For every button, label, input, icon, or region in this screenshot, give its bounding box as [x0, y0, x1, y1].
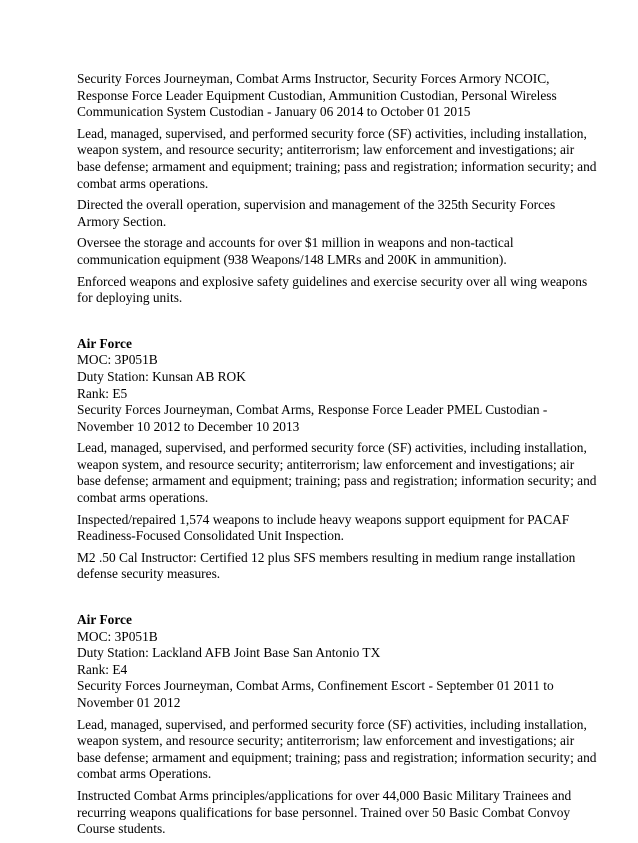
branch-heading: Air Force: [77, 335, 132, 351]
job-title-line: Communication System Custodian - January 06 2014 to October 01 2015: [77, 104, 471, 120]
text-line: base defense; armament and equipment; training; pass and registration; information security; and: [77, 158, 597, 174]
text-line: weapon system, and resource security; antiterrorism; law enforcement and investigations; air: [77, 456, 575, 472]
text-line: Lead, managed, supervised, and performed security force (SF) activities, including installation,: [77, 125, 587, 141]
job-title-line: November 10 2012 to December 10 2013: [77, 418, 300, 434]
text-line: Readiness-Focused Consolidated Unit Inspection.: [77, 528, 345, 544]
duty-paragraph: [77, 273, 588, 307]
text-line: combat arms operations.: [77, 175, 209, 191]
duty-station-line: Duty Station: Lackland AFB Joint Base San Antonio TX: [77, 645, 381, 661]
duty-paragraph: [77, 125, 597, 192]
job-title-block: [77, 402, 567, 435]
section-spacer: [77, 312, 567, 336]
moc-line: MOC: 3P051B: [77, 352, 158, 368]
text-line: M2 .50 Cal Instructor: Certified 12 plus SFS members resulting in medium range installation: [77, 549, 576, 565]
duty-paragraph: [77, 511, 570, 545]
duty-paragraph: [77, 716, 597, 783]
section-spacer: [77, 588, 567, 612]
text-line: Instructed Combat Arms principles/applications for over 44,000 Basic Military Trainees and: [77, 787, 572, 803]
duty-paragraph: [77, 549, 576, 583]
text-line: for deploying units.: [77, 290, 183, 306]
job-title-line: Security Forces Journeyman, Combat Arms Instructor, Security Forces Armory NCOIC,: [77, 71, 550, 86]
job-title-block: [77, 678, 567, 711]
text-line: combat arms Operations.: [77, 766, 212, 782]
job-title-block: [77, 71, 567, 121]
text-line: Lead, managed, supervised, and performed security force (SF) activities, including installation,: [77, 716, 587, 732]
duty-station-line: Duty Station: Kunsan AB ROK: [77, 368, 246, 384]
text-line: recurring weapons qualifications for base personnel. Trained over 50 Basic Combat Convoy: [77, 804, 571, 820]
text-line: Armory Section.: [77, 213, 167, 229]
text-line: weapon system, and resource security; antiterrorism; law enforcement and investigations; air: [77, 733, 575, 749]
duty-paragraph: [77, 440, 597, 506]
text-line: weapon system, and resource security; antiterrorism; law enforcement and investigations; air: [77, 142, 575, 158]
job-header: [77, 612, 567, 678]
job-title-line: Security Forces Journeyman, Combat Arms, Confinement Escort - September 01 2011 to: [77, 678, 554, 694]
text-line: defense security measures.: [77, 566, 221, 582]
job-title-line: Response Force Leader Equipment Custodian, Ammunition Custodian, Personal Wireless: [77, 87, 557, 103]
text-line: base defense; armament and equipment; training; pass and registration; information security; and: [77, 749, 597, 765]
text-line: Course students.: [77, 821, 166, 837]
text-line: Directed the overall operation, supervision and management of the 325th Security Forces: [77, 197, 556, 213]
duty-paragraph: [77, 787, 572, 838]
duty-paragraph: [77, 235, 567, 268]
duty-paragraph: [77, 197, 567, 230]
text-line: Lead, managed, supervised, and performed security force (SF) activities, including installation,: [77, 440, 587, 456]
text-line: base defense; armament and equipment; training; pass and registration; information security; and: [77, 473, 597, 489]
branch-heading: Air Force: [77, 612, 132, 628]
text-line: combat arms operations.: [77, 490, 209, 506]
job-title-line: November 01 2012: [77, 695, 181, 710]
job-title-line: Security Forces Journeyman, Combat Arms, Response Force Leader PMEL Custodian -: [77, 402, 548, 418]
rank-line: Rank: E5: [77, 385, 128, 401]
text-line: Oversee the storage and accounts for over $1 million in weapons and non-tactical: [77, 235, 514, 251]
resume-page: [77, 71, 597, 843]
job-header: [77, 336, 567, 402]
text-line: communication equipment (938 Weapons/148 LMRs and 200K in ammunition).: [77, 251, 507, 267]
rank-line: Rank: E4: [77, 661, 128, 677]
moc-line: MOC: 3P051B: [77, 628, 158, 644]
text-line: Enforced weapons and explosive safety guidelines and exercise security over all wing weapons: [77, 273, 588, 289]
text-line: Inspected/repaired 1,574 weapons to include heavy weapons support equipment for PACAF: [77, 511, 570, 527]
